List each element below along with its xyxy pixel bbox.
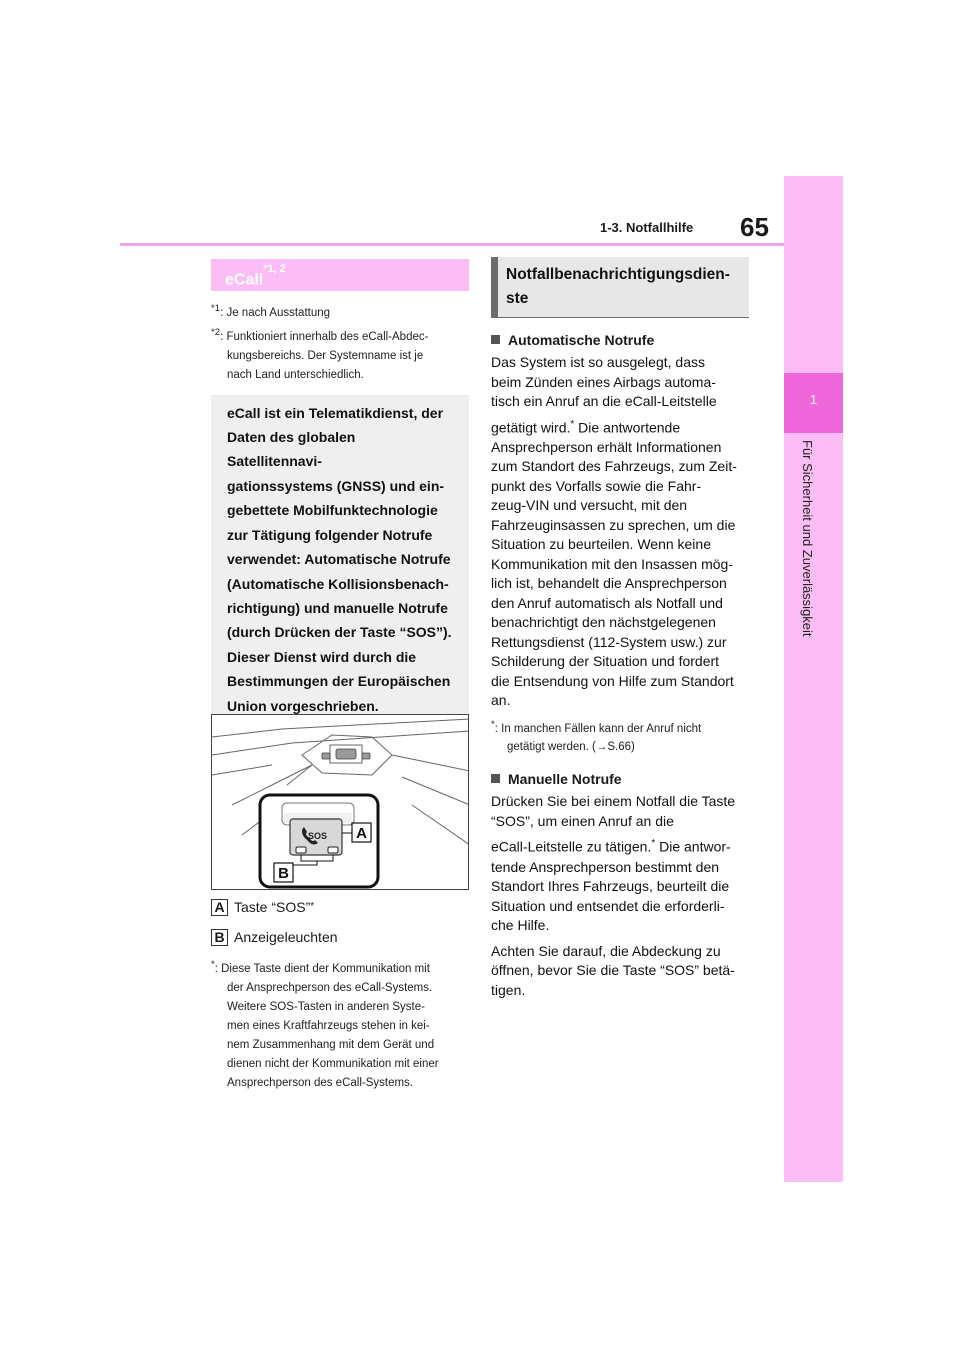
sos-footnote-text: : Diese Taste dient der Kommunikation mit (214, 962, 430, 975)
footnote-2 (211, 323, 469, 347)
manual-line (491, 834, 749, 857)
manual-line: “SOS”, um einen Anruf an die (491, 812, 674, 829)
chapter-number: 1 (809, 392, 818, 407)
right-column (491, 257, 749, 1000)
auto-line (491, 415, 749, 438)
summary-line: gebettete Mobilfunktechnologie (227, 502, 438, 519)
manual-line: che Hilfe. (491, 917, 550, 934)
auto-line: Rettungsdienst (112-System usw.) zur (491, 633, 727, 650)
auto-line: benachrichtigt den nächstgelegenen (491, 614, 716, 631)
summary-line: Daten des globalen Satellitennavi- (227, 429, 356, 470)
manual-line: Standort Ihres Fahrzeugs, beurteilt die (491, 878, 730, 895)
footnote-1-mark: *1 (211, 303, 221, 314)
auto-footnote-mark: * (491, 718, 495, 730)
ecall-heading (211, 259, 469, 291)
auto-heading (491, 330, 749, 350)
summary-line: (durch Drücken der Taste “SOS”). (227, 624, 452, 641)
sos-footnote-line: dienen nicht der Kommunikation mit einer (227, 1057, 439, 1070)
notification-heading-line1: Notfallbenachrichtigungsdien- (506, 266, 730, 283)
footnote-1 (211, 299, 469, 323)
header-rule (120, 243, 784, 246)
callout-b: B (278, 865, 289, 882)
sos-panel-illustration (212, 715, 469, 890)
auto-line: die Entsendung von Hilfe zum Standort (491, 672, 734, 689)
sos-footnote-line: Weitere SOS-Tasten in anderen Syste- (227, 1000, 425, 1013)
auto-footnote-line1 (491, 715, 749, 739)
footnote-2-line3: nach Land unterschiedlich. (227, 368, 364, 381)
manual-line3-sup: * (651, 838, 656, 850)
auto-line4-a: getätigt wird. (491, 419, 571, 436)
ecall-heading-sup: *1, 2 (263, 263, 286, 275)
auto-line: an. (491, 692, 511, 709)
sos-footnote-line: nem Zusammenhang mit dem Gerät und (227, 1038, 435, 1051)
legend-b-text: Anzeigeleuchten (234, 929, 338, 945)
manual-line: tende Ansprechperson bestimmt den (491, 858, 720, 875)
manual-line3-a: eCall-Leitstelle zu tätigen. (491, 839, 652, 856)
auto-line: Kommunikation mit den Insassen mög- (491, 555, 733, 572)
auto-line: den Anruf automatisch als Notfall und (491, 594, 723, 611)
chapter-title: Für Sicherheit und Zuverlässigkeit (800, 440, 815, 637)
section-header: 1-3. Notfallhilfe (600, 220, 694, 235)
summary-line: verwendet: Automatische Notrufe (227, 551, 451, 568)
summary-line: eCall ist ein Telematikdienst, der (227, 404, 444, 421)
auto-footnote-text: : In manchen Fällen kann der Anruf nicht (494, 722, 702, 735)
manual-line: Situation und entsendet die erforderli- (491, 897, 725, 914)
auto-line: tisch ein Anruf an die eCall-Leitstelle (491, 393, 717, 409)
sos-footnote (211, 955, 469, 1093)
legend-a-sup: * (310, 901, 315, 912)
auto-line: Fahrzeuginsassen zu sprechen, um die (491, 516, 736, 533)
auto-line4-sup: * (570, 418, 575, 430)
sos-footnote-line: Ansprechperson des eCall-Systems. (227, 1076, 413, 1089)
footnote-2-line2: kungsbereichs. Der Systemname ist je (227, 349, 424, 362)
summary-line: richtigung) und manuelle Notrufe (227, 599, 448, 616)
legend-b (211, 925, 469, 949)
legend-a (211, 895, 469, 919)
auto-footnote-line2: getätigt werden. (→S.66) (507, 741, 635, 754)
ecall-footnotes (211, 299, 469, 385)
sos-footnote-mark: * (211, 959, 215, 970)
legend-a-letter: A (211, 899, 228, 916)
cover-line: tigen. (491, 981, 526, 998)
footnote-2-line1: : Funktioniert innerhalb des eCall-Abdec- (220, 330, 429, 343)
sos-footnote-line: men eines Kraftfahrzeugs stehen in kei- (227, 1019, 430, 1032)
legend-b-letter: B (211, 929, 228, 946)
summary-line: Union vorgeschrieben. (227, 697, 379, 714)
sos-footnote-line (211, 955, 469, 979)
auto-line: punkt des Vorfalls sowie die Fahr- (491, 477, 702, 494)
summary-line: (Automatische Kollisionsbenach- (227, 575, 449, 592)
cover-line: öffnen, bevor Sie die Taste “SOS” betä- (491, 962, 735, 979)
figure-legend (211, 895, 469, 1093)
summary-line: Bestimmungen der Europäischen (227, 673, 451, 690)
sos-panel-figure (211, 714, 469, 890)
auto-line: Ansprechperson erhält Informationen (491, 438, 722, 455)
manual-heading-text: Manuelle Notrufe (508, 771, 622, 788)
cover-line: Achten Sie darauf, die Abdeckung zu (491, 942, 721, 959)
auto-heading-text: Automatische Notrufe (508, 332, 655, 348)
ecall-heading-text: eCall (225, 271, 264, 289)
auto-line: zeug-VIN und versucht, mit den (491, 497, 688, 514)
page-number: 65 (740, 212, 769, 242)
summary-line: gationssystems (GNSS) und ein- (227, 477, 445, 494)
ecall-summary-box (211, 395, 469, 724)
left-column (211, 259, 469, 777)
sos-label: SOS (308, 831, 328, 841)
heading-underline (491, 317, 749, 318)
auto-footnote (491, 715, 749, 758)
notification-heading (491, 257, 749, 317)
footnote-2-mark: *2 (211, 326, 221, 338)
auto-line: Situation zu beurteilen. Wenn keine (491, 536, 711, 553)
callout-a: A (356, 825, 367, 842)
auto-line: beim Zünden eines Airbags automa- (491, 373, 716, 390)
square-bullet-icon (491, 774, 500, 783)
auto-line: Das System ist so ausgelegt, dass (491, 354, 705, 370)
manual-heading (491, 769, 749, 789)
auto-line4-b: Die antwortende (574, 419, 681, 436)
square-bullet-icon (491, 335, 500, 344)
legend-a-text: Taste “SOS” (234, 899, 311, 915)
cover-paragraph (491, 942, 749, 1001)
summary-line: Dieser Dienst wird durch die (227, 648, 417, 665)
auto-line: zum Standort des Fahrzeugs, zum Zeit- (491, 458, 737, 475)
footnote-1-text: : Je nach Ausstattung (220, 306, 331, 319)
manual-line3-b: Die antwor- (655, 839, 731, 856)
manual-line: Drücken Sie bei einem Notfall die Taste (491, 793, 736, 810)
manual-paragraph (491, 792, 749, 935)
auto-paragraph (491, 353, 749, 711)
auto-line: Schilderung der Situation und fordert (491, 653, 720, 670)
summary-line: zur Tätigung folgender Notrufe (227, 526, 433, 543)
notification-heading-line2: ste (506, 290, 529, 307)
sos-footnote-line: der Ansprechperson des eCall-Systems. (227, 981, 433, 994)
auto-line: lich ist, behandelt die Ansprechperson (491, 575, 727, 592)
